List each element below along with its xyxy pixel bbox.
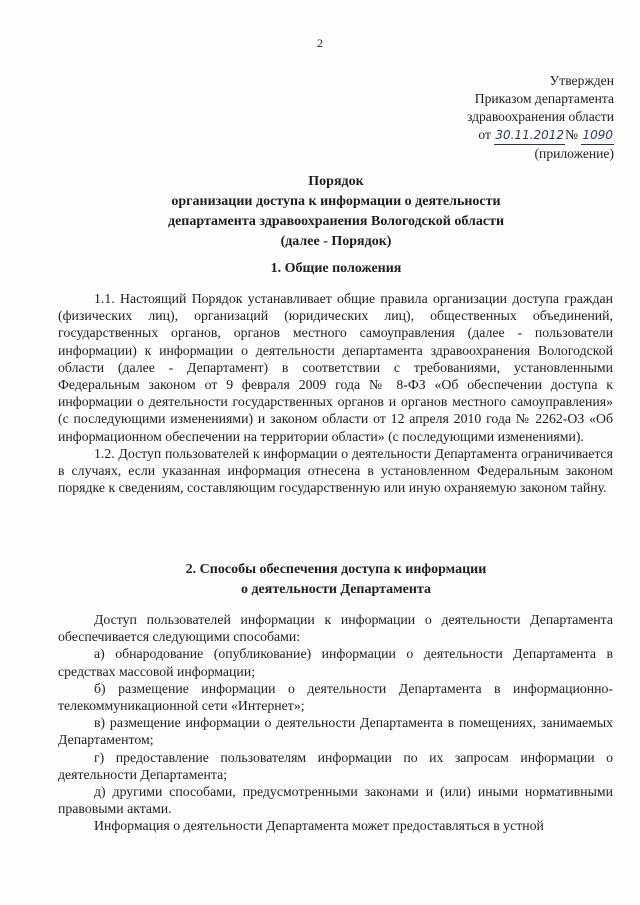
title-line-3: департамента здравоохранения Вологодской области [167,214,505,229]
section-2-heading-line-1: 2. Способы обеспечения доступа к информации [185,562,487,577]
section-2-heading [58,560,614,600]
paragraph-1-1: 1.1. Настоящий Порядок устанавливает общие правила организации доступа граждан (физических лиц), организаций (юридических лиц), общественных объединений, государственных органов, органов местного самоуправления (далее - пользователи информации) к информации о деятельности департамента здравоохранения Вологодской области (далее - Департамент) в соответствии с требованиями, установленными Федеральным законом от 9 февраля 2009 года № 8-ФЗ «Об обеспечении доступа к информации о деятельности государственных органов и органов местного самоуправления» (с последующими изменениями) и законом области от 12 апреля 2010 года № 2262-ОЗ «Об информационном обеспечении на территории области» (с последующими изменениями). [58,291,613,444]
approval-note: (приложение) [534,146,614,161]
section-2-last-line: Информация о деятельности Департамента может предоставляться в устной [94,818,544,834]
list-item-b: б) размещение информации о деятельности Департамента в информационно-телекоммуникационной сети «Интернет»; [58,680,613,714]
page-number: 2 [317,36,323,50]
date-field [494,126,565,145]
number-field [581,126,614,145]
title-line-2: организации доступа к информации о деятельности [171,194,501,209]
approval-line-3: здравоохранения области [466,109,614,124]
approval-line-1: Утвержден [549,73,614,88]
list-item-v: в) размещение информации о деятельности Департамента в помещениях, занимаемых Департаментом; [58,715,613,748]
title-line-4: (далее - Порядок) [280,234,392,249]
title-line-1: Порядок [308,174,364,189]
document-title [58,172,614,252]
approval-date-line [467,126,614,145]
list-item-d: д) другими способами, предусмотренными законами и (или) иными нормативными правовыми актами. [58,784,613,817]
section-1-heading-text: 1. Общие положения [270,261,402,276]
list-item-g: г) предоставление пользователям информации по их запросам информации о деятельности Департамента; [58,749,613,782]
section-1-heading [58,259,614,279]
section-2-heading-line-2: о деятельности Департамента [240,582,432,597]
number-label: № [565,127,579,142]
handwritten-date: 30.11.2012 [495,128,565,142]
section-1-body [58,290,613,496]
paragraph-1-2: 1.2. Доступ пользователей к информации о деятельности Департамента ограничивается в случаях, если указанная информация отнесена в установленном Федеральным законом порядке к сведениям, составляющим государственную или иную охраняемую законом тайну. [58,445,613,496]
list-item-a: а) обнародование (опубликование) информации о деятельности Департамента в средствах массовой информации; [58,646,613,679]
handwritten-number: 1090 [582,128,613,142]
approval-line-2: Приказом департамента [474,91,614,106]
from-label: от [478,127,491,142]
approval-block [467,72,614,163]
section-2-body [58,611,613,835]
section-2-intro: Доступ пользователей информации к информации о деятельности Департамента обеспечивается следующими способами: [58,612,613,645]
